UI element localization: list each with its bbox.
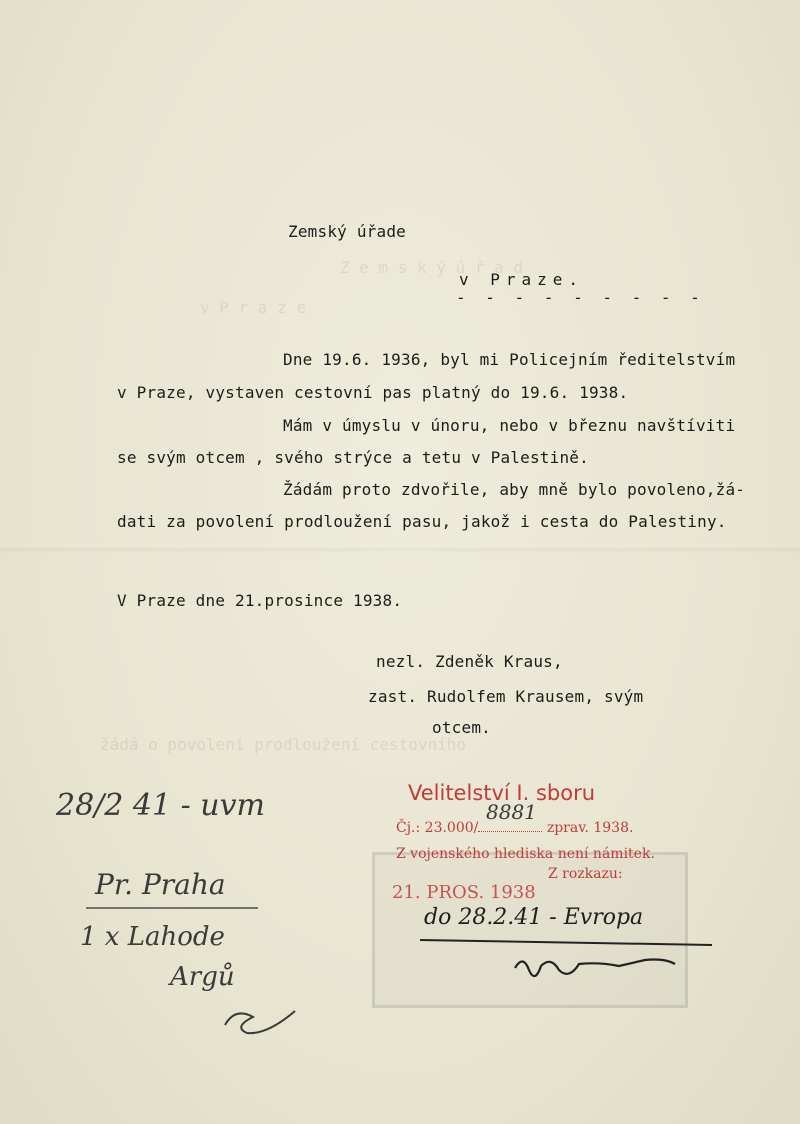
body-line: se svým otcem , svého strýce a tetu v Palestině. [117, 448, 589, 467]
handwritten-note: Argů [170, 962, 235, 992]
addressee-line1: Zemský úřade [288, 222, 406, 241]
signature-line: nezl. Zdeněk Kraus, [376, 652, 563, 671]
place-date: V Praze dne 21.prosince 1938. [117, 591, 403, 610]
bleed-through-text: Z e m s k ý ú ř a d [340, 258, 524, 277]
addressee-line2: v Praze. [459, 270, 585, 289]
signature-line: zast. Rudolfem Krausem, svým [368, 687, 644, 706]
paper-fold [0, 548, 800, 554]
stamp-statement: Z vojenského hlediska není námitek. [396, 846, 655, 862]
body-line: v Praze, vystaven cestovní pas platný do 19.6. 1938. [117, 383, 629, 402]
stamp-ref-suffix: zprav. 1938. [542, 820, 634, 836]
date-stamp-frame [372, 852, 688, 1008]
bleed-through-text: žádá o povolení prodloužení cestovního [100, 735, 467, 754]
stamp-heading: Velitelství I. sboru [408, 781, 596, 805]
handwritten-note-top-left: 28/2 41 - uvm [56, 788, 266, 823]
signature-line: otcem. [432, 718, 491, 737]
stamp-ref-prefix: Čj.: 23.000/ [396, 820, 479, 836]
bleed-through-text: v P r a z e [200, 298, 306, 317]
body-line: dati za povolení prodloužení pasu, jakož i cesta do Palestiny. [117, 512, 727, 531]
handwritten-deadline-note: do 28.2.41 - Evropa [424, 905, 644, 930]
body-line: Žádám proto zdvořile, aby mně bylo povoleno,žá- [283, 480, 746, 499]
addressee-underline: - - - - - - - - - [456, 288, 705, 307]
body-line: Dne 19.6. 1936, byl mi Policejním ředitelstvím [283, 350, 736, 369]
received-date-stamp: 21. PROS. 1938 [392, 882, 536, 903]
stamp-order: Z rozkazu: [548, 866, 623, 882]
handwritten-ref-number: 8881 [486, 800, 537, 824]
handwritten-note: 1 x Lahode [80, 922, 225, 952]
body-line: Mám v úmyslu v únoru, nebo v březnu navštíviti [283, 416, 736, 435]
handwritten-note: Pr. Praha [95, 868, 226, 901]
paraph-icon [225, 1011, 295, 1033]
